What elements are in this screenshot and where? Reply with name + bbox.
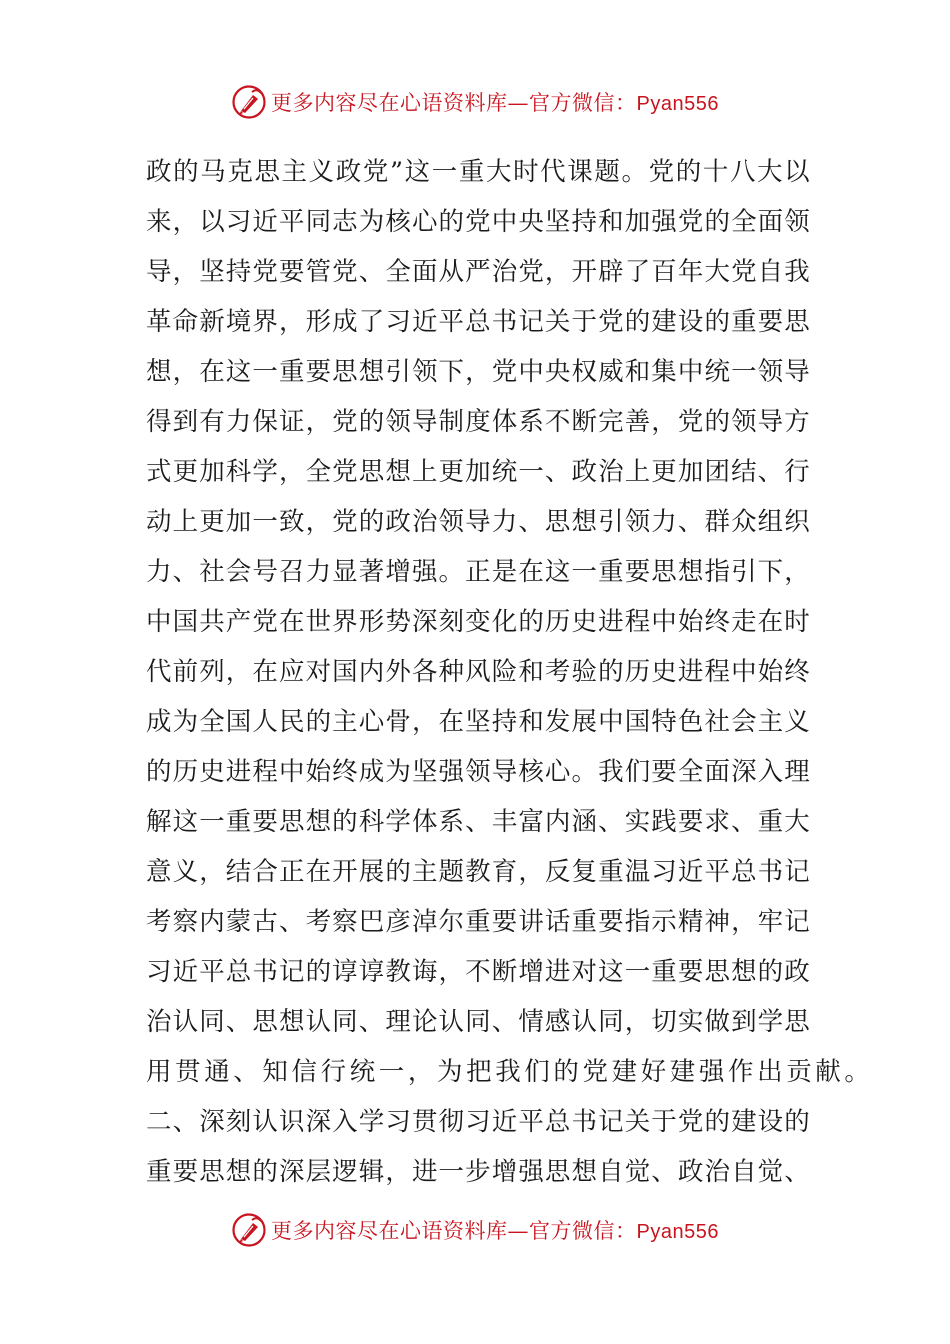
text-line: 中 国 共 产 党 在 世 界 形 势 深 刻 变 化 的 历 史 进 程 中 始 终 走 在 时 xyxy=(146,607,810,637)
text-line: 用贯通、知信行统一，为把我们的党建好建强作出贡献。 xyxy=(146,1057,874,1087)
text-line: 代 前 列 ， 在 应 对 国 内 外 各 种 风 险 和 考 验 的 历 史 进 程 中 始 终 xyxy=(146,657,810,687)
pen-nib-icon xyxy=(231,1212,267,1248)
text-line: 革 命 新 境 界 ， 形 成 了 习 近 平 总 书 记 关 于 党 的 建 设 的 重 要 思 xyxy=(146,307,810,337)
text-line: 式 更 加 科 学 ， 全 党 思 想 上 更 加 统 一 、 政 治 上 更 加 团 结 、 行 xyxy=(146,457,810,487)
text-line: 解 这 一 重 要 思 想 的 科 学 体 系 、 丰 富 内 涵 、 实 践 要 求 、 重 大 xyxy=(146,807,810,837)
text-line: 意 义 ， 结 合 正 在 开 展 的 主 题 教 育 ， 反 复 重 温 习 近 平 总 书 记 xyxy=(146,857,810,887)
header-banner xyxy=(0,80,950,124)
banner-slogan: 更多内容尽在心语资料库—官方微信： xyxy=(271,1219,637,1243)
text-line: 治 认 同 、 思 想 认 同 、 理 论 认 同 、 情 感 认 同 ， 切 实 做 到 学 思 xyxy=(146,1007,810,1037)
text-line: 来 ， 以 习 近 平 同 志 为 核 心 的 党 中 央 坚 持 和 加 强 党 的 全 面 领 xyxy=(146,207,810,237)
text-line: 成 为 全 国 人 民 的 主 心 骨 ， 在 坚 持 和 发 展 中 国 特 色 社 会 主 义 xyxy=(146,707,810,737)
pen-nib-icon xyxy=(231,84,267,120)
footer-banner xyxy=(0,1208,950,1252)
text-line: 动 上 更 加 一 致 ， 党 的 政 治 领 导 力 、 思 想 引 领 力 、 群 众 组 织 xyxy=(146,507,810,537)
wechat-account: Pyan556 xyxy=(636,93,719,115)
document-body xyxy=(146,147,874,1197)
banner-slogan: 更多内容尽在心语资料库—官方微信： xyxy=(271,91,637,115)
text-line: 二 、 深 刻 认 识 深 入 学 习 贯 彻 习 近 平 总 书 记 关 于 党 的 建 设 的 xyxy=(146,1107,810,1137)
text-line: 的 历 史 进 程 中 始 终 成 为 坚 强 领 导 核 心 。 我 们 要 全 面 深 入 理 xyxy=(146,757,810,787)
wechat-account: Pyan556 xyxy=(636,1221,719,1243)
text-line: 重 要 思 想 的 深 层 逻 辑 ， 进 一 步 增 强 思 想 自 觉 、 政 治 自 觉 、 xyxy=(146,1157,810,1187)
banner-text xyxy=(271,1215,719,1245)
text-line: 想 ， 在 这 一 重 要 思 想 引 领 下 ， 党 中 央 权 威 和 集 中 统 一 领 导 xyxy=(146,357,810,387)
text-line: 政 的 马 克 思 主 义 政 党 ” 这 一 重 大 时 代 课 题 。 党 的 十 八 大 以 xyxy=(146,157,810,187)
text-line: 习 近 平 总 书 记 的 谆 谆 教 诲 ， 不 断 增 进 对 这 一 重 要 思 想 的 政 xyxy=(146,957,810,987)
text-line: 得 到 有 力 保 证 ， 党 的 领 导 制 度 体 系 不 断 完 善 ， 党 的 领 导 方 xyxy=(146,407,810,437)
text-line: 考 察 内 蒙 古 、 考 察 巴 彦 淖 尔 重 要 讲 话 重 要 指 示 精 神 ， 牢 记 xyxy=(146,907,810,937)
text-line: 力 、 社 会 号 召 力 显 著 增 强 。 正 是 在 这 一 重 要 思 想 指 引 下 ， xyxy=(146,557,810,587)
banner-text xyxy=(271,87,719,117)
text-line: 导 ， 坚 持 党 要 管 党 、 全 面 从 严 治 党 ， 开 辟 了 百 年 大 党 自 我 xyxy=(146,257,810,287)
